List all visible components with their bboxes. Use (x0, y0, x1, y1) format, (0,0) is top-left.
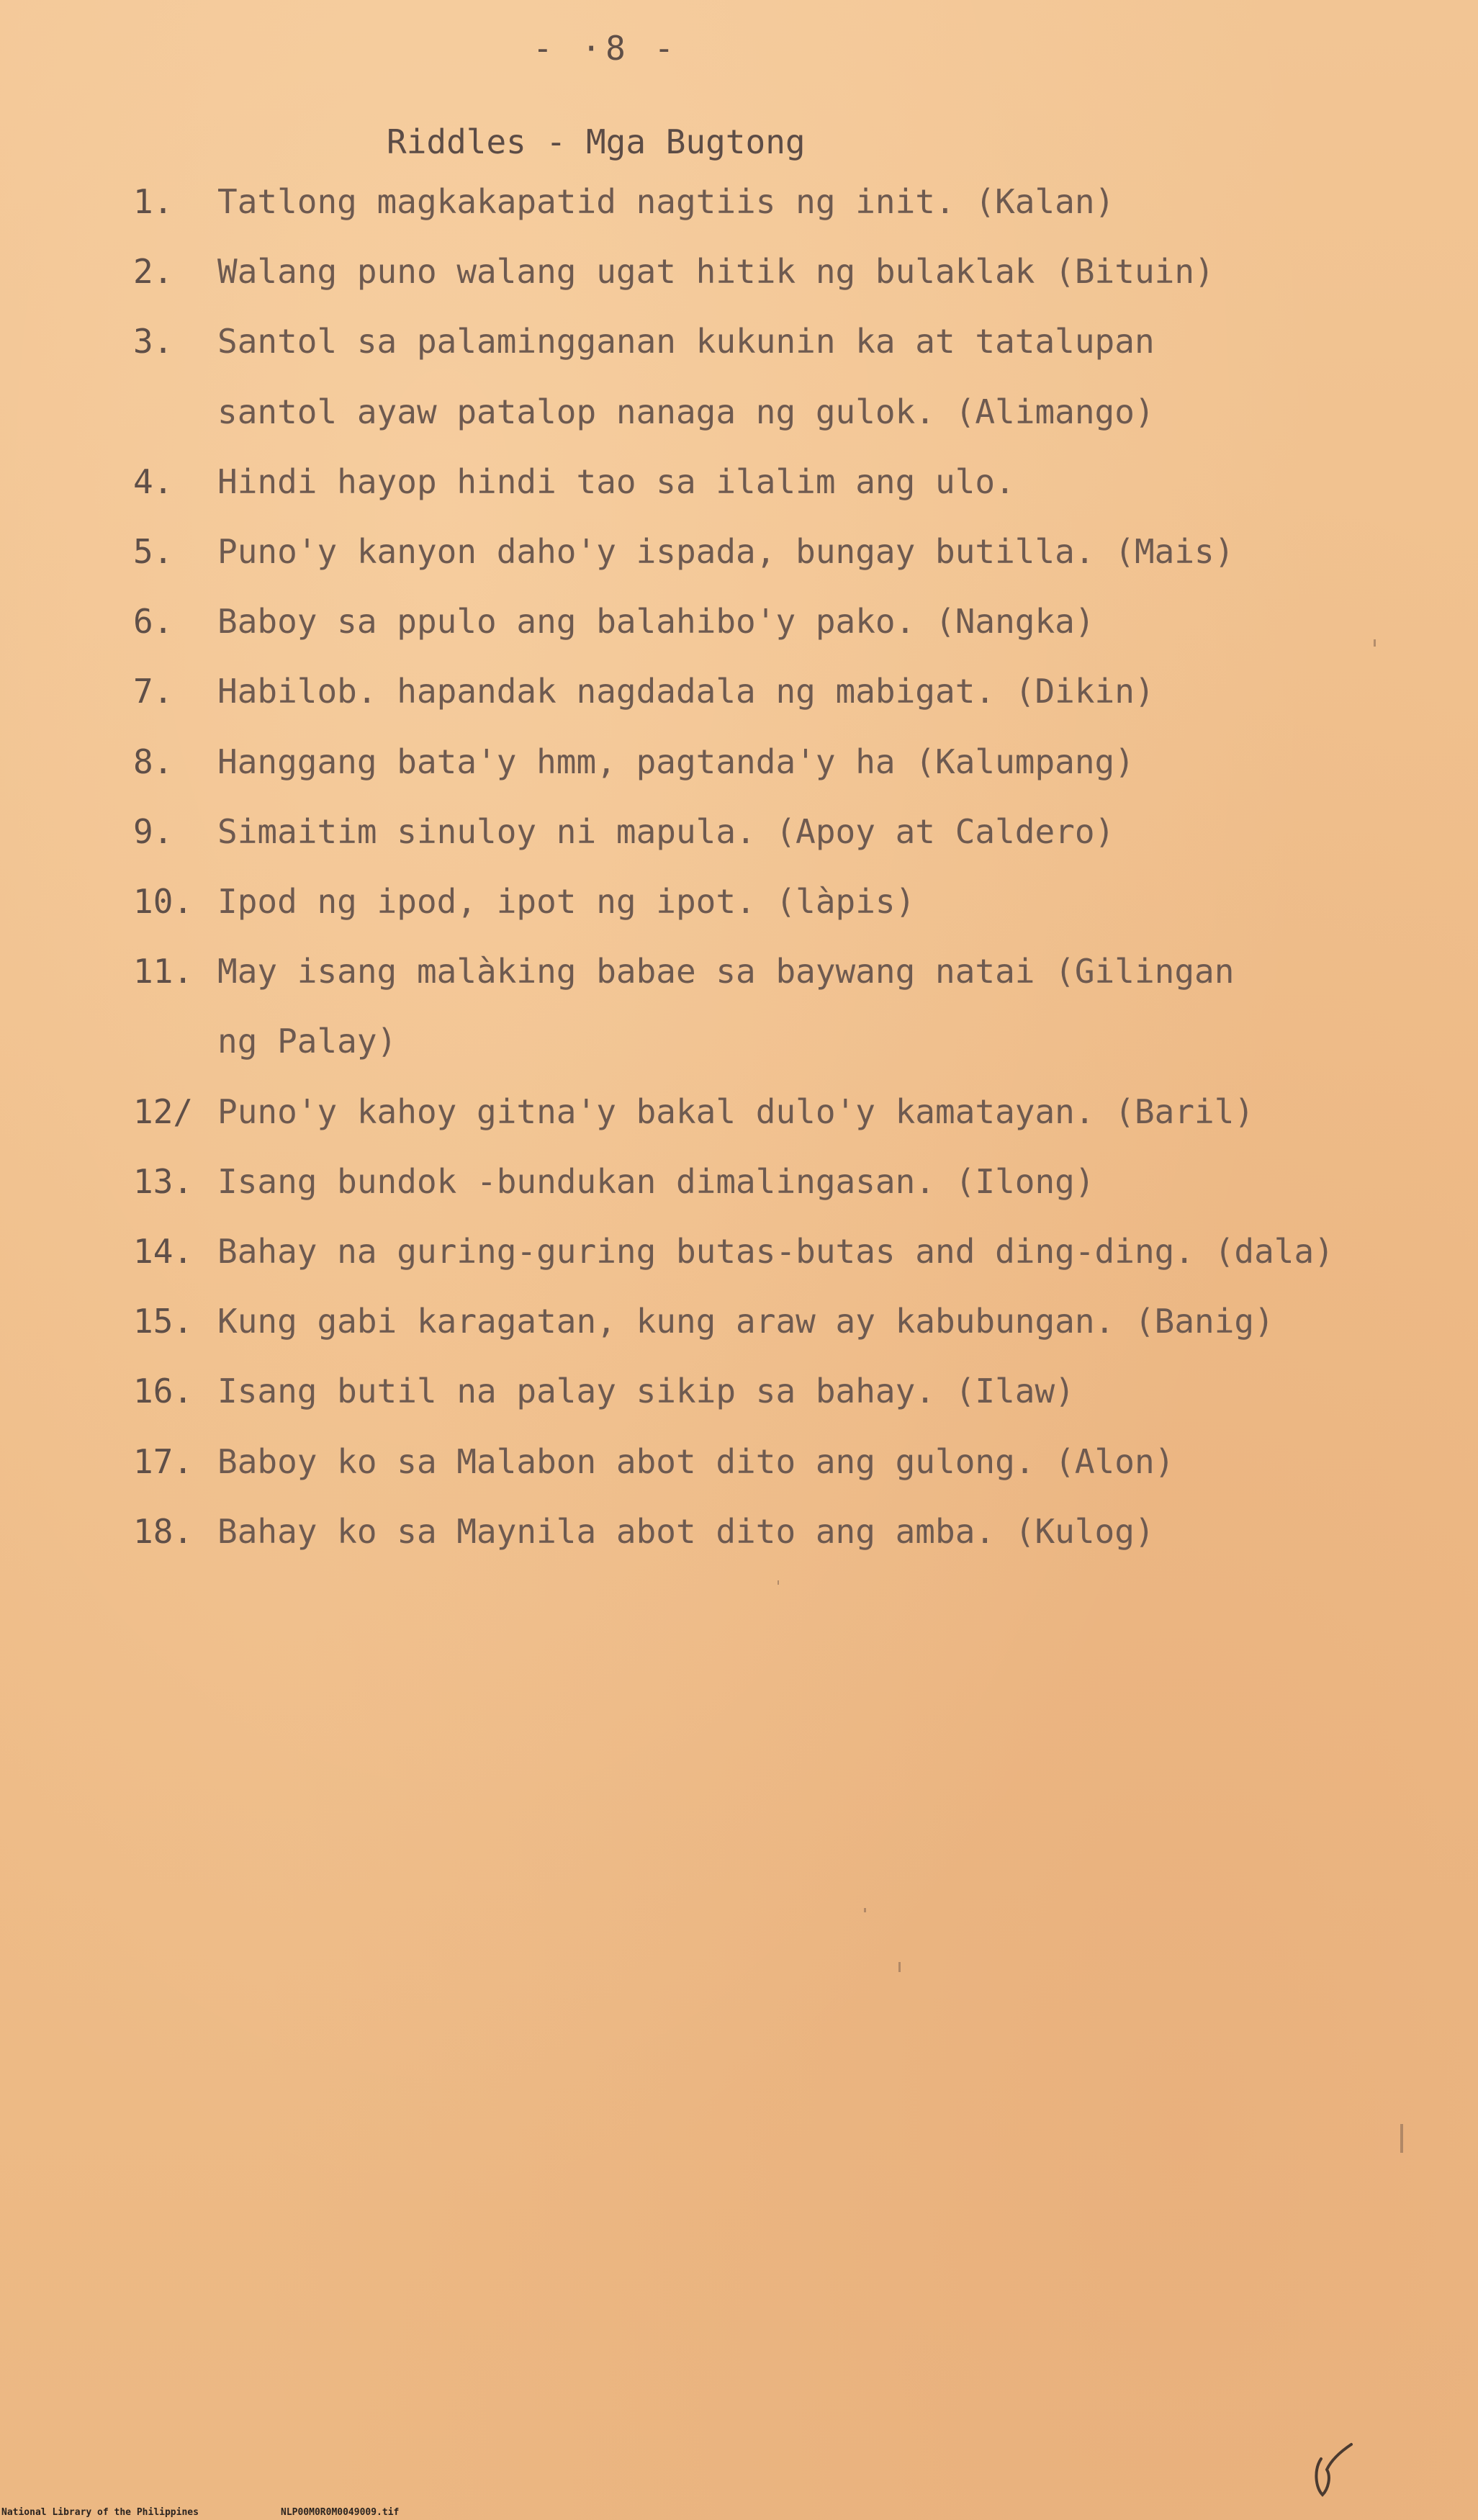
riddle-number: 10. (133, 882, 194, 921)
riddle-text: Puno'y kahoy gitna'y bakal dulo'y kamatayan. (Baril) (217, 1092, 1255, 1131)
paper-speck (1400, 2124, 1403, 2153)
riddle-number: 16. (133, 1372, 194, 1411)
riddle-number: 18. (133, 1511, 194, 1551)
riddle-line (0, 600, 1478, 643)
paper-speck (778, 1580, 779, 1585)
footer-filename: NLP00M0R0M0049009.tif (281, 2507, 400, 2518)
paper-speck (898, 1962, 901, 1972)
riddle-number: 2. (133, 252, 174, 292)
riddle-number: 5. (133, 532, 174, 571)
riddle-line (0, 740, 1478, 783)
riddle-text: Santol sa palamingganan kukunin ka at tatalupan (217, 322, 1155, 361)
handwritten-check-mark (1307, 2437, 1357, 2502)
riddle-text: Kung gabi karagatan, kung araw ay kabubungan. (Banig) (217, 1302, 1274, 1341)
riddle-text: Puno'y kanyon daho'y ispada, bungay butilla. (Mais) (217, 532, 1235, 571)
riddle-line (0, 1369, 1478, 1413)
riddle-text: Habilob. hapandak nagdadala ng mabigat. (Dikin) (217, 672, 1155, 711)
paper-speck (1374, 639, 1376, 647)
riddle-line (0, 180, 1478, 223)
riddle-text: Isang bundok -bundukan dimalingasan. (Ilong) (217, 1161, 1095, 1201)
riddle-number: 7. (133, 672, 174, 711)
riddle-text: ng Palay) (217, 1022, 397, 1061)
riddle-line (0, 950, 1478, 993)
riddle-line (0, 1510, 1478, 1553)
riddle-number: 6. (133, 602, 174, 642)
paper-speck (864, 1908, 866, 1912)
riddle-line (0, 810, 1478, 853)
riddle-text: santol ayaw patalop nanaga ng gulok. (Alimango) (217, 392, 1155, 431)
riddle-text: Simaitim sinuloy ni mapula. (Apoy at Caldero) (217, 811, 1115, 851)
riddle-line (0, 1020, 1478, 1063)
riddle-line (0, 1090, 1478, 1133)
riddle-number: 3. (133, 322, 174, 361)
riddle-line (0, 250, 1478, 293)
riddle-number: 12/ (133, 1092, 194, 1131)
riddle-text: Isang butil na palay sikip sa bahay. (Ilaw) (217, 1372, 1075, 1411)
page-number: - ·8 - (533, 29, 679, 68)
riddle-line (0, 460, 1478, 503)
riddle-number: 15. (133, 1302, 194, 1341)
riddle-line (0, 530, 1478, 573)
riddle-number: 11. (133, 952, 194, 991)
riddle-text: Bahay ko sa Maynila abot dito ang amba. (Kulog) (217, 1511, 1155, 1551)
footer-credit: National Library of the Philippines (1, 2507, 199, 2518)
riddle-text: Ipod ng ipod, ipot ng ipot. (làpis) (217, 882, 916, 921)
riddle-number: 4. (133, 462, 174, 501)
riddle-text: Baboy ko sa Malabon abot dito ang gulong. (Alon) (217, 1441, 1175, 1481)
riddle-line (0, 1160, 1478, 1203)
riddle-line (0, 880, 1478, 923)
riddle-number: 17. (133, 1441, 194, 1481)
riddle-line (0, 1440, 1478, 1483)
riddle-line (0, 670, 1478, 713)
page-title: Riddles - Mga Bugtong (387, 122, 806, 161)
riddle-line (0, 390, 1478, 433)
riddle-number: 9. (133, 811, 174, 851)
riddle-line (0, 320, 1478, 363)
riddle-text: May isang malàking babae sa baywang natai (Gilingan (217, 952, 1235, 991)
riddle-line (0, 1230, 1478, 1273)
riddle-text: Baboy sa ppulo ang balahibo'y pako. (Nangka) (217, 602, 1095, 642)
riddle-number: 13. (133, 1161, 194, 1201)
riddle-text: Tatlong magkakapatid nagtiis ng init. (Kalan) (217, 182, 1115, 221)
riddle-number: 1. (133, 182, 174, 221)
riddle-text: Bahay na guring-guring butas-butas and ding-ding. (dala) (217, 1232, 1334, 1271)
riddle-text: Hanggang bata'y hmm, pagtanda'y ha (Kalumpang) (217, 742, 1135, 781)
riddle-number: 14. (133, 1232, 194, 1271)
riddle-line (0, 1300, 1478, 1343)
riddle-number: 8. (133, 742, 174, 781)
riddle-text: Walang puno walang ugat hitik ng bulaklak (Bituin) (217, 252, 1215, 292)
riddle-text: Hindi hayop hindi tao sa ilalim ang ulo. (217, 462, 1015, 501)
